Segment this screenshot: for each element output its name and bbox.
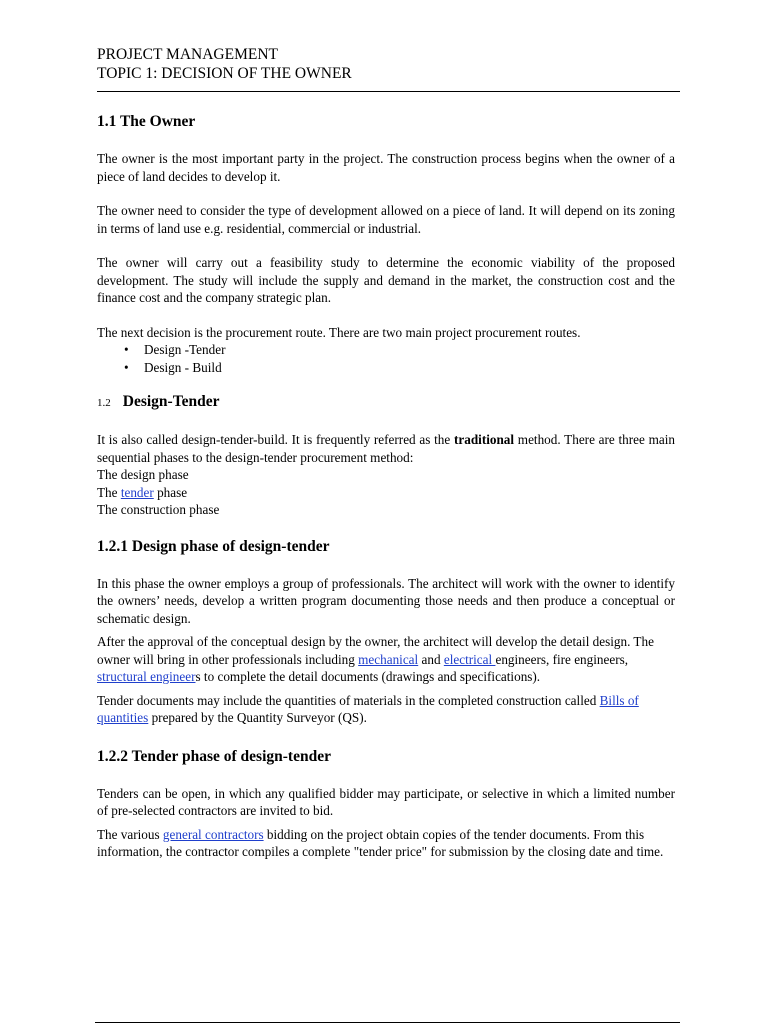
paragraph (97, 633, 675, 686)
text-run: phase (153, 484, 188, 500)
text-run: engineers, fire engineers, (495, 651, 629, 667)
paragraph: In this phase the owner employs a group of professionals. The architect will work with the owner to identify the owners’ needs, develop a written program documenting those needs and then produce a conceptual or schematic design. (97, 575, 675, 626)
section-heading-1-1: 1.1 The Owner (97, 113, 196, 130)
tender-link[interactable]: tender (120, 484, 154, 500)
phase-line: The construction phase (97, 502, 220, 517)
list-item: • Design - Build (144, 359, 675, 377)
text-run: s to complete the detail documents (drawings and specifications). (195, 669, 541, 684)
text-run: The various (97, 826, 163, 842)
phase-line (97, 484, 675, 502)
structural-engineers-link[interactable]: structural engineer (97, 669, 196, 684)
text-run: method. There are three main sequential phases to the design-tender procurement method: (97, 432, 675, 465)
general-contractors-link[interactable]: general contractors (162, 826, 264, 842)
section-heading-1-2-2: 1.2.2 Tender phase of design-tender (97, 747, 331, 765)
bills-of-quantities-link[interactable]: Bills of quantities (97, 692, 639, 725)
text-run: Tender documents may include the quantities of materials in the completed construction called (97, 692, 600, 708)
list-item: • Design -Tender (144, 341, 675, 359)
header-course-title: PROJECT MANAGEMENT (97, 46, 278, 63)
paragraph (97, 692, 675, 727)
section-heading-1-2 (97, 392, 675, 413)
page-header (97, 45, 680, 83)
text-run: After the approval of the conceptual design by the owner, the architect will develop the detail design. The owner will bring in other professionals including (97, 634, 654, 667)
paragraph (97, 826, 675, 861)
text-run: and (418, 651, 444, 667)
text-run: bidding on the project obtain copies of the tender documents. From this information, the contractor compiles a complete "tender price" for submission by the closing date and time. (97, 826, 664, 859)
paragraph: The owner will carry out a feasibility study to determine the economic viability of the proposed development. The study will include the supply and demand in the market, the construction cost and the finance cost and the company strategic plan. (97, 255, 675, 305)
footer-divider (95, 1022, 680, 1023)
section-heading-1-2-1: 1.2.1 Design phase of design-tender (97, 537, 330, 555)
text-run: It is also called design-tender-build. It is frequently referred as the (97, 432, 454, 447)
paragraph (97, 431, 675, 466)
text-run: The (97, 484, 121, 500)
paragraph: Tenders can be open, in which any qualified bidder may participate, or selective in which a limited number of pre-selected contractors are invited to bid. (97, 785, 675, 818)
mechanical-link[interactable]: mechanical (358, 651, 419, 667)
section-number: 1.2 (97, 397, 111, 409)
bold-term: traditional (453, 432, 515, 447)
header-divider (97, 91, 680, 92)
paragraph: The owner need to consider the type of development allowed on a piece of land. It will depend on its zoning in terms of land use e.g. residential, commercial or industrial. (97, 203, 675, 236)
paragraph: The owner is the most important party in the project. The construction process begins when the owner of a piece of land decides to develop it. (97, 151, 675, 184)
procurement-routes-list (97, 341, 675, 376)
electrical-link[interactable]: electrical (443, 651, 496, 667)
document-body (97, 112, 675, 861)
header-topic-title: TOPIC 1: DECISION OF THE OWNER (97, 65, 352, 82)
section-title: Design-Tender (122, 393, 220, 410)
paragraph: The next decision is the procurement route. There are two main project procurement routes. (97, 324, 581, 340)
phase-line: The design phase (97, 467, 189, 482)
text-run: prepared by the Quantity Surveyor (QS). (148, 710, 367, 725)
